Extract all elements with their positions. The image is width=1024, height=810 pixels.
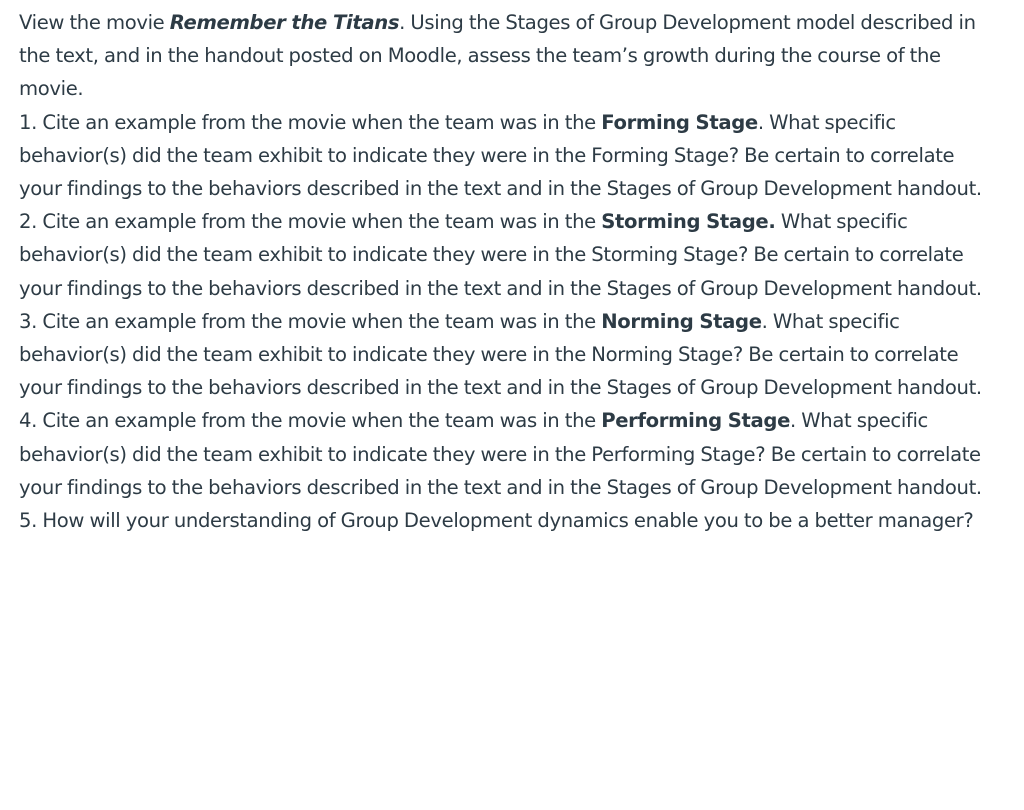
assignment-content (19, 6, 994, 537)
question-3 (19, 305, 994, 405)
question-2-text-before: 2. Cite an example from the movie when the team was in the (19, 210, 602, 234)
intro-paragraph (19, 6, 994, 106)
question-1-text-before: 1. Cite an example from the movie when the team was in the (19, 110, 602, 134)
question-5-text: 5. How will your understanding of Group Development dynamics enable you to be a better manager? (19, 509, 974, 533)
question-4 (19, 404, 994, 504)
question-4-text-after: . What specific behavior(s) did the team exhibit to indicate they were in the Performing Stage? Be certain to correlate your findings to the behaviors described in the text and in the Stages of Group Development handout. (19, 409, 982, 499)
question-4-stage: Performing Stage (601, 409, 791, 433)
question-1 (19, 106, 994, 206)
movie-title: Remember the Titans (169, 11, 400, 34)
intro-text-before: View the movie (19, 11, 170, 34)
question-4-text-before: 4. Cite an example from the movie when the team was in the (19, 409, 602, 433)
question-2 (19, 205, 994, 305)
question-3-stage: Norming Stage (601, 309, 762, 333)
question-3-text-after: . What specific behavior(s) did the team exhibit to indicate they were in the Norming Stage? Be certain to correlate your findings to the behaviors described in the text and in the Stages of Group Development handout. (19, 309, 982, 400)
question-5 (19, 504, 994, 537)
question-1-stage: Forming Stage (601, 110, 758, 134)
question-2-text-after: What specific behavior(s) did the team exhibit to indicate they were in the Storming Stage? Be certain to correlate your findings to the behaviors described in the text and in the Stages of Group Development handout. (19, 210, 982, 300)
question-3-text-before: 3. Cite an example from the movie when the team was in the (19, 309, 602, 333)
intro-text-after: . Using the Stages of Group Development model described in the text, and in the handout posted on Moodle, assess the team’s growth during the course of the movie. (19, 11, 976, 101)
question-1-text-after: . What specific behavior(s) did the team exhibit to indicate they were in the Forming Stage? Be certain to correlate your findings to the behaviors described in the text and in the Stages of Group Development handout. (19, 110, 982, 201)
question-2-stage: Storming Stage. (601, 210, 776, 234)
